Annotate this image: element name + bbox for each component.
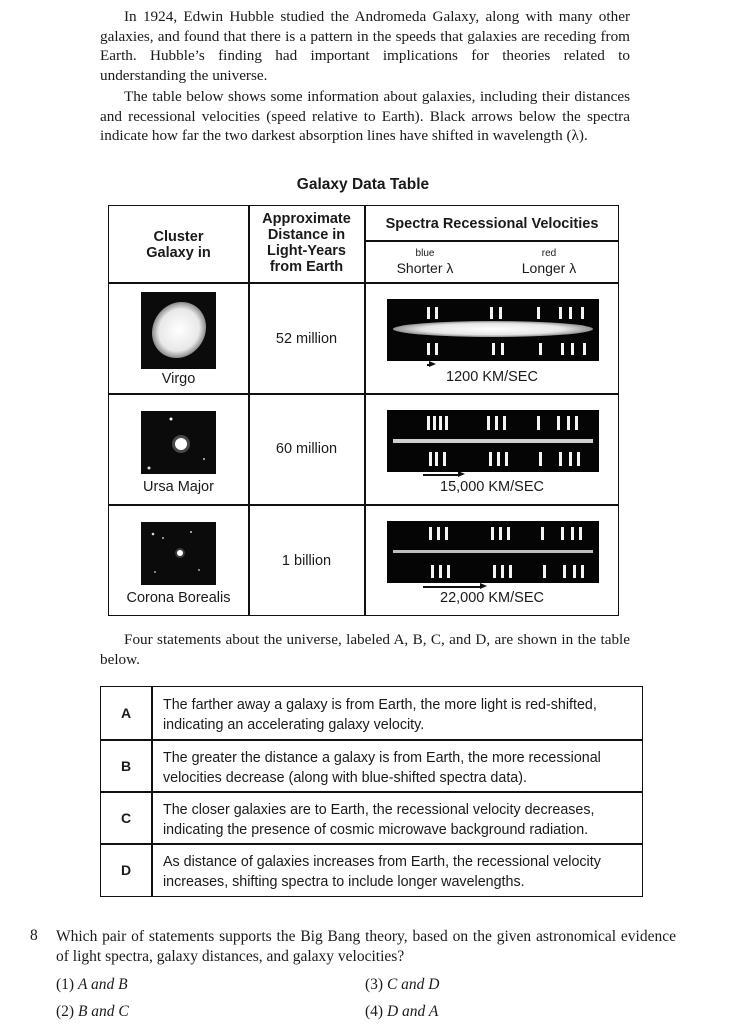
intro-paragraph-1 [100,7,630,85]
distance-value: 52 million [275,331,338,347]
spectral-line [569,452,572,466]
spectral-line [427,416,430,430]
statement-label: D [120,862,132,878]
velocity-value: 15,000 KM/SEC [440,479,544,495]
spectra-header-divider [365,240,618,242]
spectral-line [501,565,504,578]
statement-label: A [120,705,132,721]
ursa-major-galaxy-icon [141,411,216,474]
spectral-line [497,452,500,466]
corona-borealis-galaxy-image [141,522,216,585]
red-label: red [541,248,557,259]
spectral-line [567,416,570,430]
answer-option-2[interactable] [56,1003,129,1021]
spectral-line [559,452,562,466]
spectral-line [561,343,564,355]
virgo-spectrum [387,299,599,361]
spectral-line [439,565,442,578]
spectral-line [493,565,496,578]
spectral-line [499,527,502,540]
distance-value: 60 million [275,441,338,457]
option-text: D and A [386,1003,439,1020]
statement-text: The farther away a galaxy is from Earth, the more light is red-shifted, indicating an accelerating galaxy velocity. [163,697,597,733]
spectral-line [435,452,438,466]
distance-value: 1 billion [281,553,332,569]
spectral-line [571,343,574,355]
spectral-line [581,307,584,319]
spectral-line [581,565,584,578]
option-number: (3) [365,976,384,993]
statement-label: C [120,810,132,826]
spectral-line [490,307,493,319]
velocity-value: 22,000 KM/SEC [440,590,544,606]
blue-label: blue [415,248,435,259]
spectral-line [509,565,512,578]
spectral-line [445,527,448,540]
ursa-major-galaxy-image [141,411,216,474]
cluster-name: Ursa Major [143,479,214,495]
cluster-name: Virgo [161,371,196,387]
header-cluster [109,229,248,261]
statement-label: B [120,758,132,774]
spectral-line [583,343,586,355]
question-text: Which pair of statements supports the Big Bang theory, based on the given astronomical evidence of light spectra, galaxy distances, and galaxy velocities? [56,928,676,965]
spectral-line [447,565,450,578]
galaxy-data-table [108,205,619,616]
spectral-line [575,416,578,430]
statement-row [101,792,642,844]
spectral-line [501,343,504,355]
spectral-line [443,452,446,466]
spectral-line [503,416,506,430]
shorter-wavelength-label: Shorter λ [396,260,454,276]
spectral-line [435,343,438,355]
spectral-line [431,565,434,578]
statement-row [101,844,642,896]
spectral-line [507,527,510,540]
cluster-name: Corona Borealis [126,590,231,606]
spectral-line [577,452,580,466]
intro-paragraph-2 [100,87,630,146]
statement-text: As distance of galaxies increases from Earth, the recessional velocity increases, shifting spectra to include longer wavelengths. [163,854,601,890]
galaxy-table-title: Galaxy Data Table [296,176,430,193]
spectral-line [543,565,546,578]
redshift-arrow [423,586,481,588]
header-distance-line-4: from Earth [269,259,344,275]
intro-paragraph-2-text: The table below shows some information about galaxies, including their distances and recessional velocities (speed relative to Earth). Black arrows below the spectra indicate how far the two darkest absorption lines have shifted in wavelength (λ). [100,88,630,145]
question-number: 8 [30,927,38,944]
redshift-arrow [423,474,459,476]
intro-paragraph-1-text: In 1924, Edwin Hubble studied the Andromeda Galaxy, along with many other galaxies, and found that there is a pattern in the speeds that galaxies are receding from Earth. Hubble’s finding had important implications for theories related to understanding the universe. [100,8,630,84]
answer-option-1[interactable] [56,976,128,994]
spectral-line [499,307,502,319]
velocity-value: 1200 KM/SEC [446,369,538,385]
option-text: B and C [77,1003,129,1020]
spectral-line [537,416,540,430]
spectral-line [435,307,438,319]
row-divider [109,393,618,395]
header-cluster-line-1: Cluster [153,229,204,245]
header-divider [109,282,618,284]
spectral-line [495,416,498,430]
header-distance-line-3: Light-Years [267,243,346,259]
spectral-line [539,452,542,466]
option-number: (4) [365,1003,384,1020]
option-text: C and D [386,976,440,993]
spectral-line [429,527,432,540]
statement-row [101,740,642,792]
row-divider [109,504,618,506]
spectrum-band [393,321,593,337]
spectrum-band [393,439,593,443]
header-distance-line-2: Distance in [267,227,346,243]
option-text: A and B [77,976,128,993]
spectral-line [427,307,430,319]
statements-intro-text: Four statements about the universe, labeled A, B, C, and D, are shown in the table below. [100,631,630,668]
statement-text: The closer galaxies are to Earth, the recessional velocity decreases, indicating the presence of cosmic microwave background radiation. [163,802,595,838]
redshift-arrow [427,364,430,366]
spectral-line [429,452,432,466]
spectral-line [487,416,490,430]
statements-table [100,686,643,897]
spectral-line [561,527,564,540]
spectral-line [505,452,508,466]
corona-borealis-galaxy-icon [141,522,216,585]
statement-row [101,687,642,739]
virgo-galaxy-image [141,292,216,369]
answer-option-4[interactable] [365,1003,438,1021]
spectral-line [539,343,542,355]
option-number: (2) [56,1003,75,1020]
spectral-line [563,565,566,578]
spectral-line [439,416,442,430]
spectral-line [437,527,440,540]
spectral-line [541,527,544,540]
column-divider [364,206,366,615]
spectral-line [559,307,562,319]
spectral-line [427,343,430,355]
answer-option-3[interactable] [365,976,440,994]
spectrum-band [393,550,593,553]
spectral-line [557,416,560,430]
spectral-line [573,565,576,578]
header-distance-line-1: Approximate [262,211,351,227]
spectral-line [433,416,436,430]
header-cluster-line-2: Galaxy in [146,245,211,261]
spectral-line [537,307,540,319]
header-distance [249,211,364,275]
spectral-line [445,416,448,430]
virgo-galaxy-icon [141,292,216,369]
header-spectra: Spectra Recessional Velocities [385,216,599,232]
option-number: (1) [56,976,75,993]
statement-text: The greater the distance a galaxy is from Earth, the more recessional velocities decrease (along with blue-shifted spectra data). [163,750,601,786]
spectral-line [491,527,494,540]
spectral-line [489,452,492,466]
statements-intro [100,630,630,669]
spectral-line [569,307,572,319]
corona-borealis-spectrum [387,521,599,583]
ursa-major-spectrum [387,410,599,472]
spectral-line [571,527,574,540]
spectral-line [492,343,495,355]
longer-wavelength-label: Longer λ [521,260,577,276]
spectral-line [579,527,582,540]
